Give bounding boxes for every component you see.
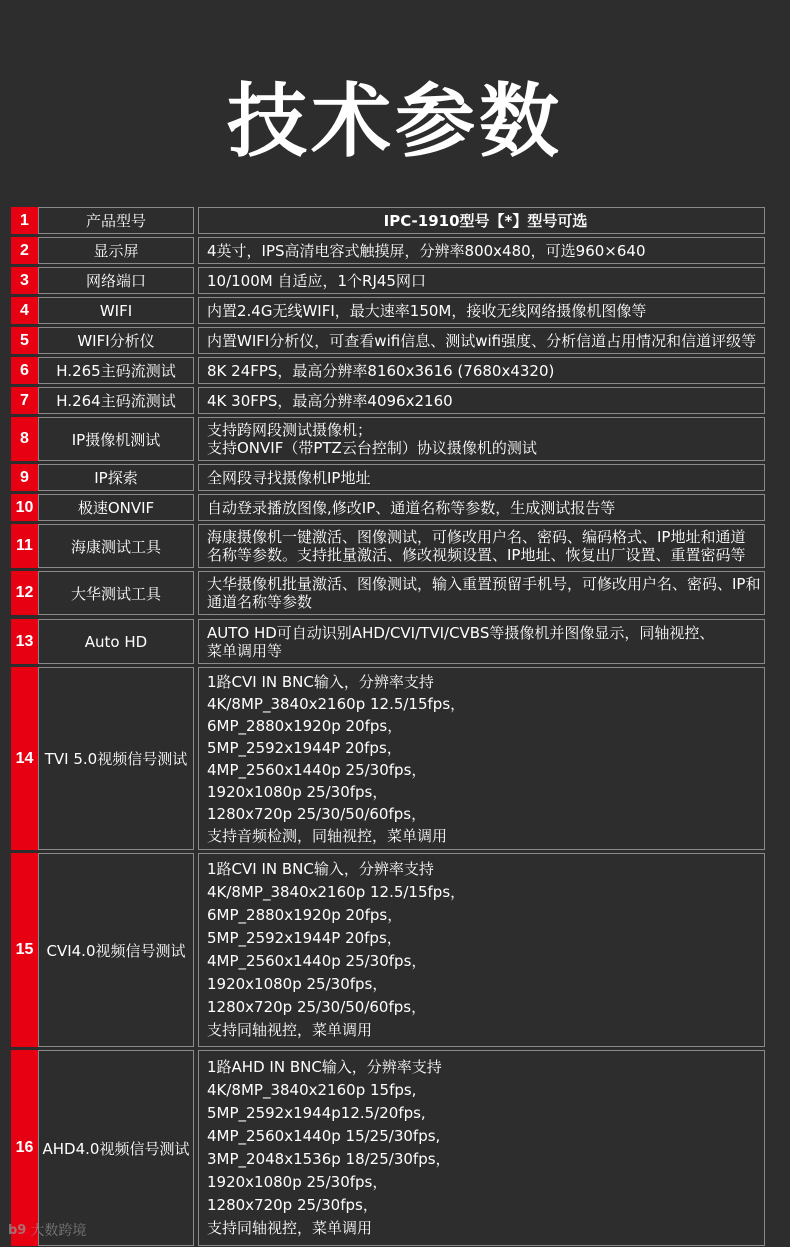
spec-value-line: 内置2.4G无线WIFI，最大速率150M，接收无线网络摄像机图像等	[207, 301, 647, 320]
watermark	[8, 1220, 86, 1240]
spec-name: WIFI分析仪	[38, 327, 194, 354]
row-number: 13	[11, 619, 38, 664]
spec-value	[198, 619, 765, 664]
spec-name: WIFI	[38, 297, 194, 324]
spec-value-line: 大华摄像机批量激活、图像测试，输入重置预留手机号，可修改用户名、密码、IP和	[207, 575, 761, 593]
spec-value-line: 5MP_2592x1944P 20fps，	[207, 929, 402, 947]
spec-row	[11, 1050, 765, 1246]
spec-value-line: 内置WIFI分析仪，可查看wifi信息、测试wifi强度、分析信道占用情况和信道评级等	[207, 331, 757, 350]
spec-name: IP探索	[38, 464, 194, 491]
row-number: 3	[11, 267, 38, 294]
row-number: 12	[11, 571, 38, 615]
spec-value-line: 支持同轴视控，菜单调用	[207, 1219, 373, 1237]
spec-row	[11, 494, 765, 521]
spec-name: 极速ONVIF	[38, 494, 194, 521]
spec-row	[11, 387, 765, 414]
row-number: 4	[11, 297, 38, 324]
spec-row	[11, 667, 765, 850]
spec-value	[198, 327, 765, 354]
spec-value-line: 10/100M 自适应，1个RJ45网口	[207, 271, 426, 290]
spec-name: Auto HD	[38, 619, 194, 664]
spec-value	[198, 524, 765, 568]
spec-row	[11, 267, 765, 294]
spec-value-line: 1280x720p 25/30/50/60fps，	[207, 804, 427, 823]
spec-value	[198, 853, 765, 1047]
spec-value	[198, 464, 765, 491]
spec-name: IP摄像机测试	[38, 417, 194, 461]
row-number: 5	[11, 327, 38, 354]
spec-row	[11, 464, 765, 491]
spec-value-line: 支持跨网段测试摄像机；	[207, 421, 373, 439]
spec-row	[11, 357, 765, 384]
spec-value-line: 5MP_2592x1944P 20fps，	[207, 738, 402, 757]
spec-value	[198, 667, 765, 850]
spec-value-line: 4英寸，IPS高清电容式触摸屏，分辨率800x480，可选960×640	[207, 241, 646, 260]
spec-value	[198, 357, 765, 384]
row-number: 6	[11, 357, 38, 384]
spec-value-line: 4K/8MP_3840x2160p 12.5/15fps，	[207, 694, 466, 713]
spec-value-line: 6MP_2880x1920p 20fps，	[207, 906, 403, 924]
spec-value	[198, 267, 765, 294]
row-number: 14	[11, 667, 38, 850]
spec-value	[198, 297, 765, 324]
spec-value-line: 支持同轴视控，菜单调用	[207, 1021, 373, 1039]
spec-row	[11, 619, 765, 664]
spec-value-line: 菜单调用等	[207, 641, 283, 660]
spec-value-line: 通道名称等参数	[207, 593, 313, 611]
spec-value	[198, 494, 765, 521]
spec-value-line: 1路CVI IN BNC输入，分辨率支持	[207, 860, 434, 878]
spec-name: H.265主码流测试	[38, 357, 194, 384]
spec-name: TVI 5.0视频信号测试	[38, 667, 194, 850]
spec-value-line: 4K/8MP_3840x2160p 15fps,	[207, 1081, 417, 1099]
spec-name: CVI4.0视频信号测试	[38, 853, 194, 1047]
spec-row	[11, 327, 765, 354]
spec-value-line: 1280x720p 25/30/50/60fps，	[207, 998, 427, 1016]
spec-value-line: 海康摄像机一键激活、图像测试，可修改用户名、密码、编码格式、IP地址和通道	[207, 528, 746, 546]
spec-value-line: 1280x720p 25/30fps，	[207, 1196, 378, 1214]
spec-value-line: 支持音频检测，同轴视控，菜单调用	[207, 826, 448, 845]
spec-value	[198, 207, 765, 234]
spec-value-line: 全网段寻找摄像机IP地址	[207, 468, 371, 487]
spec-value	[198, 417, 765, 461]
spec-name: 网络端口	[38, 267, 194, 294]
spec-value-line: 3MP_2048x1536p 18/25/30fps，	[207, 1150, 451, 1168]
spec-value-line: 1920x1080p 25/30fps，	[207, 782, 388, 801]
spec-name: 显示屏	[38, 237, 194, 264]
row-number: 1	[11, 207, 38, 234]
spec-row	[11, 853, 765, 1047]
spec-row	[11, 417, 765, 461]
row-number: 2	[11, 237, 38, 264]
row-number: 15	[11, 853, 38, 1047]
spec-row	[11, 207, 765, 234]
spec-name: AHD4.0视频信号测试	[38, 1050, 194, 1246]
spec-row	[11, 524, 765, 568]
spec-value-line: AUTO HD可自动识别AHD/CVI/TVI/CVBS等摄像机并图像显示，同轴视控、	[207, 623, 715, 642]
spec-name: 大华测试工具	[38, 571, 194, 615]
spec-value-line: 4MP_2560x1440p 15/25/30fps,	[207, 1127, 441, 1145]
spec-row	[11, 571, 765, 615]
row-number: 11	[11, 524, 38, 568]
spec-value-line: 4K/8MP_3840x2160p 12.5/15fps，	[207, 883, 466, 901]
spec-row	[11, 297, 765, 324]
spec-value-line: 4MP_2560x1440p 25/30fps，	[207, 760, 427, 779]
row-number: 8	[11, 417, 38, 461]
spec-value	[198, 1050, 765, 1246]
spec-value-line: 4MP_2560x1440p 25/30fps，	[207, 952, 427, 970]
spec-value-line: 支持ONVIF（带PTZ云台控制）协议摄像机的测试	[207, 439, 537, 457]
row-number: 16	[11, 1050, 38, 1246]
spec-value-line: 8K 24FPS，最高分辨率8160x3616 (7680x4320)	[207, 361, 555, 380]
spec-value	[198, 237, 765, 264]
spec-value-line: 1路CVI IN BNC输入，分辨率支持	[207, 672, 434, 691]
spec-row	[11, 237, 765, 264]
spec-value	[198, 571, 765, 615]
spec-value-line: 5MP_2592x1944p12.5/20fps,	[207, 1104, 426, 1122]
spec-name: H.264主码流测试	[38, 387, 194, 414]
row-number: 10	[11, 494, 38, 521]
spec-value-line: 1920x1080p 25/30fps，	[207, 1173, 388, 1191]
spec-value-line: 1路AHD IN BNC输入，分辨率支持	[207, 1058, 442, 1076]
spec-value-line: 自动登录播放图像,修改IP、通道名称等参数，生成测试报告等	[207, 498, 616, 517]
spec-value-line: 名称等参数。支持批量激活、修改视频设置、IP地址、恢复出厂设置、重置密码等	[207, 546, 746, 564]
row-number: 9	[11, 464, 38, 491]
watermark-logo-icon: b9	[8, 1222, 27, 1238]
watermark-text: 大数跨境	[30, 1223, 87, 1239]
spec-value-line: IPC-1910型号【*】型号可选	[383, 211, 588, 230]
spec-value	[198, 387, 765, 414]
spec-value-line: 6MP_2880x1920p 20fps，	[207, 716, 403, 735]
row-number: 7	[11, 387, 38, 414]
page-title: 技术参数	[227, 75, 563, 168]
spec-name: 海康测试工具	[38, 524, 194, 568]
spec-value-line: 1920x1080p 25/30fps，	[207, 975, 388, 993]
spec-value-line: 4K 30FPS，最高分辨率4096x2160	[207, 391, 453, 410]
spec-name: 产品型号	[38, 207, 194, 234]
